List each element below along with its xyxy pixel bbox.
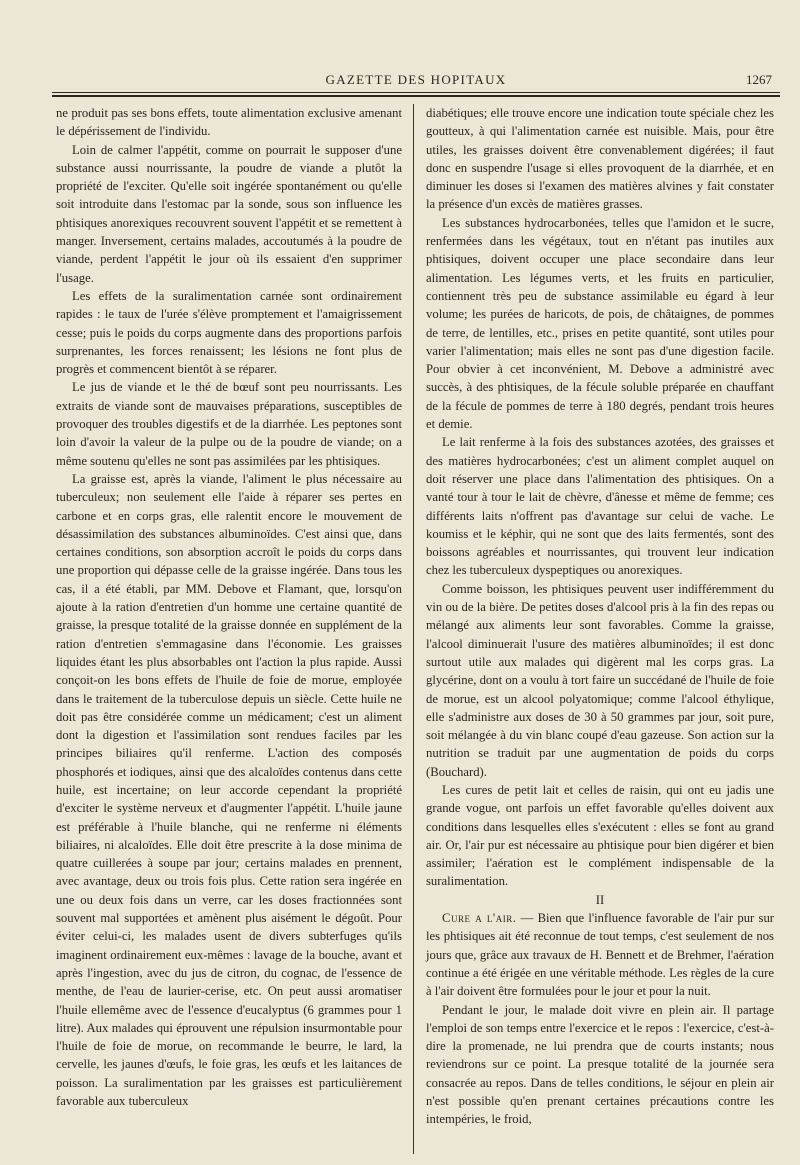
paragraph: diabétiques; elle trouve encore une indication toute spéciale chez les goutteux, à qui l'alimentation carnée est nuisible. Mais, pour être utiles, les graisses doivent être convenablement digérées; il faut donc en suspendre l'usage si elles provoquent de la diarrhée, et en diminuer les doses si l'examen des matières alvines y fait constater la présence d'un excès de matières grasses. xyxy=(426,106,774,212)
paragraph: Loin de calmer l'appétit, comme on pourrait le supposer d'une substance aussi nourrissante, la poudre de viande a plutôt la propriété de l'exciter. Qu'elle soit ingérée spontanément ou qu'elle soit introduite dans l'estomac par la sonde, sous son influence les phtisiques anorexiques recouvrent souvent l'appétit et se remettent à manger. Inversement, certains malades, accoutumés à la poudre de viande, perdent l'appétit le jour où ils essaient d'en supprimer l'usage. xyxy=(56,142,402,285)
paragraph: Les substances hydrocarbonées, telles que l'amidon et le sucre, renfermées dans les végétaux, tout en n'étant pas inutiles aux phtisiques, doivent occuper une place secondaire dans leur alimentation. Les légumes verts, et les fruits en particulier, contiennent très peu de substance assimilable eu égard à leur volume; les purées de haricots, de pois, de châtaignes, de pommes de terre, de lentilles, etc., prises en petite quantité, sont utiles pour varier l'alimentation; mais elles ne sont pas d'une digestion facile. Pour obvier à cet inconvénient, M. Debove a administré avec succès, à des phtisiques, de la fécule soluble préparée en chauffant de la fécule de pommes de terre à 180 degrés, pendant trois heures et demie. xyxy=(426,215,774,432)
paragraph: Le jus de viande et le thé de bœuf sont peu nourrissants. Les extraits de viande sont de mauvaises préparations, susceptibles de provoquer des troubles digestifs et de la diarrhée. Les peptones sont loin d'avoir la valeur de la pulpe ou de la poudre de viande; on a même soutenu qu'elles ne sont pas assimilées par les phtisiques. xyxy=(56,380,402,468)
column-divider xyxy=(413,104,414,1154)
journal-title: GAZETTE DES HOPITAUX xyxy=(325,72,507,87)
paragraph: Les effets de la suralimentation carnée sont ordinairement rapides : le taux de l'urée s'élève promptement et l'amaigrissement cesse; puis le poids du corps augmente dans des proportions parfois surprenantes, les forces renaissent; les lésions ne font plus de progrès et commencent bientôt à se réparer. xyxy=(56,288,402,377)
paragraph: ne produit pas ses bons effets, toute alimentation exclusive amenant le dépérissement de l'individu. xyxy=(56,106,402,139)
left-column xyxy=(56,104,402,1110)
paragraph: Comme boisson, les phtisiques peuvent user indifféremment du vin ou de la bière. De petites doses d'alcool pris à la fin des repas ou mélangé aux aliments leur sont favorables. Comme la graisse, l'alcool diminuerait l'usure des matières albuminoïdes; il est donc surtout utile aux malades qui digèrent mal les corps gras. La glycérine, dont on a voulu à tort faire un succédané de l'huile de foie de morue, est un alcool polyatomique; comme l'alcool éthylique, elle s'administre aux doses de 30 à 50 grammes par jour, soit pure, soit mélangée à du vin blanc coupé d'eau gazeuse. Son action sur la nutrition se traduit par une augmentation de poids du corps (Bouchard). xyxy=(426,581,774,779)
header-rule-thin xyxy=(52,92,780,93)
section-heading: Cure a l'air. xyxy=(442,911,517,926)
section-number: II xyxy=(595,892,605,907)
paragraph: Les cures de petit lait et celles de raisin, qui ont eu jadis une grande vogue, ont parfois un effet favorable qu'elles doivent aux conditions dans lesquelles elles s'exécutent : elles se font au grand air. Or, l'air pur est nécessaire au phtisique pour bien digérer et bien assimiler; l'aération est le complément indispensable de la suralimentation. xyxy=(426,782,774,889)
paragraph: Pendant le jour, le malade doit vivre en plein air. Il partage l'emploi de son temps entre l'exercice et le repos : l'exercice, c'est-à-dire la promenade, ne lui prendra que de courts instants; nous reviendrons sur ce point. La presque totalité de la journée sera consacrée au repos. Dans de telles conditions, le séjour en plein air n'est possible qu'en prenant certaines précautions contre les intempéries, le froid, xyxy=(426,1002,774,1127)
section-paragraph-text: — Bien que l'influence favorable de l'air pur sur les phtisiques ait été reconnue de tout temps, c'est seulement de nos jours que, grâce aux travaux de H. Bennett et de Brehmer, l'aération continue a été érigée en une véritable méthode. Les règles de la cure à l'air doivent être formulées pour le jour et pour la nuit. xyxy=(426,911,775,999)
page-header xyxy=(52,70,780,92)
page-number: 1267 xyxy=(746,72,772,87)
section-paragraph xyxy=(426,909,774,1000)
paragraph: La graisse est, après la viande, l'aliment le plus nécessaire au tuberculeux; non seulement elle l'aide à réparer ses pertes en carbone et en corps gras, elle ralentit encore le mouvement de désassimilation des substances albuminoïdes. C'est ainsi que, dans certaines conditions, son absorption accroît le poids du corps dans une proportion qui dépasse celle de la graisse ingérée. Dans tous les cas, il a été établi, par MM. Debove et Flamant, que, lorsqu'on ajoute à la ration d'entretien d'un homme une certaine quantité de graisse, la presque totalité de la graisse donnée en supplément de la ration d'entretien s'emmagasine dans l'économie. Les graisses liquides étant les plus absorbables ont l'action la plus rapide. Aussi conçoit-on les bons effets de l'huile de foie de morue, employée dans le traitement de la tuberculose depuis un siècle. Cette huile ne doit pas être considérée comme un médicament; c'est un aliment dont la digestion et l'assimilation sont rendues faciles par les principes biliaires qu'il renferme. L'action des composés phosphorés et iodiques, ainsi que des alcaloïdes contenus dans cette huile, est incertaine; on leur accorde cependant la propriété d'exciter le système nerveux et d'augmenter l'appétit. L'huile jaune est préférable à l'huile blanche, qui ne renferme ni éléments biliaires, ni alcaloïdes. Elle doit être prescrite à la dose minima de quatre cuillerées à soupe par jour; certains malades en prennent, avec avantage, deux ou trois fois plus. Cette ration sera ingérée en une ou deux fois dans un verre, car les doses fractionnées sont souvent mal supportées et amènent plus aisément le dégoût. Pour éviter celui-ci, les malades usent de divers subterfuges qu'ils imaginent ordinairement eux-mêmes : lavage de la bouche, avant et après l'ingestion, avec du jus de citron, du cognac, de l'essence de menthe, de l'eau de laurier-cerise, etc. On peut aussi aromatiser l'huile ellemême avec de l'essence d'eucalyptus (6 grammes pour 1 litre). Aux malades qui éprouvent une répulsion insurmontable pour l'huile de foie de morue, on recommande le beurre, le lard, la cervelle, les jaunes d'œufs, le foie gras, les œufs et les laitances de poisson. La suralimentation par les graisses est particulièrement favorable aux tuberculeux xyxy=(56,471,402,1109)
right-column xyxy=(426,104,774,1129)
paragraph: Le lait renferme à la fois des substances azotées, des graisses et des matières hydrocarbonées; c'est un aliment complet auquel on doit réserver une place dans l'alimentation des phtisiques. On a vanté tour à tour le lait de chèvre, d'ânesse et même de femme; ces différents laits n'offrent pas d'avantage sur celui de vache. Le koumiss et le képhir, qui ne sont que des laits fermentés, sont des boissons agréables et nourrissantes, qui trouvent leur indication chez les tuberculeux dyspeptiques ou anorexiques. xyxy=(426,435,774,578)
header-rule-thick xyxy=(52,95,780,97)
